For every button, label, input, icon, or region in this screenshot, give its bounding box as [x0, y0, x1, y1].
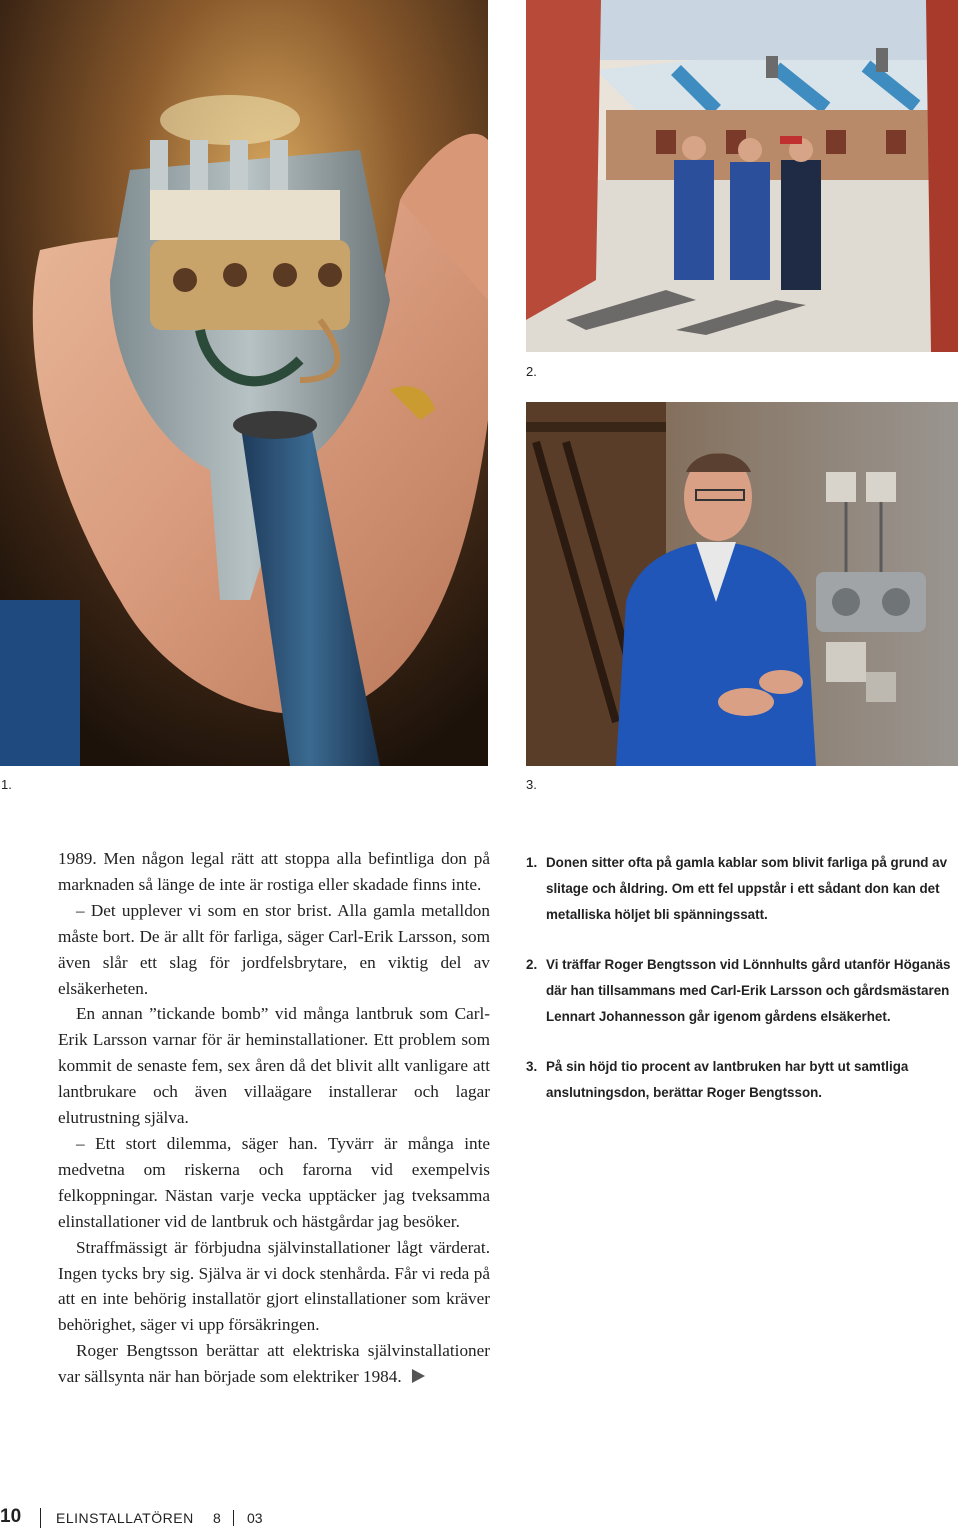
- photo-farm-yard: [526, 0, 958, 352]
- body-paragraph: 1989. Men någon legal rätt att stoppa alla befintliga don på marknaden så länge de inte är rostiga eller skadade finns inte.: [58, 849, 490, 894]
- caption-number: 3.: [526, 1059, 538, 1074]
- caption-number: 1.: [526, 855, 538, 870]
- end-of-article-triangle-icon: [412, 1369, 425, 1383]
- photo-metal-plug: [0, 0, 488, 766]
- figure-number-3: 3.: [526, 777, 537, 792]
- body-paragraph: Straffmässigt är förbjudna självinstallationer lågt värderat. Ingen tycks bry sig. Själva är vi dock stenhårda. Får vi reda på att en inte behörig installatör gjort elinstallationer som kräver behörighet, säger vi upp försäkringen.: [58, 1237, 490, 1335]
- article-body: [58, 846, 490, 1390]
- caption-text: Vi träffar Roger Bengtsson vid Lönnhults gård utanför Höganäs där han tillsammans med Carl-Erik Larsson och gårdsmästaren Lennart Johannesson går igenom gårdens elsäkerhet.: [546, 957, 951, 1024]
- magazine-name: ELINSTALLATÖREN: [56, 1510, 194, 1526]
- caption-number: 2.: [526, 957, 538, 972]
- caption-1: [526, 850, 958, 928]
- caption-3: [526, 1054, 958, 1106]
- issue-number: 8: [213, 1510, 221, 1526]
- body-paragraph-text: Roger Bengtsson berättar att elektriska självinstallationer var sällsynta när han började som elektriker 1984.: [58, 1341, 490, 1387]
- figure-number-2: 2.: [526, 364, 537, 379]
- photo-electrician: [526, 402, 958, 766]
- body-paragraph-last: [58, 1338, 490, 1390]
- figure-number-1: 1.: [1, 777, 12, 792]
- caption-text: Donen sitter ofta på gamla kablar som blivit farliga på grund av slitage och åldring. Om ett fel uppstår i ett sådant don kan det metalliska höljet bli spänningssatt.: [546, 855, 948, 922]
- issue-year: 03: [247, 1510, 263, 1526]
- page-footer: [0, 1506, 960, 1530]
- footer-divider: [40, 1508, 41, 1528]
- caption-2: [526, 952, 958, 1030]
- issue-separator: [233, 1510, 234, 1526]
- body-paragraph: – Det upplever vi som en stor brist. Alla gamla metalldon måste bort. De är allt för farliga, säger Carl-Erik Larsson, som även slår ett slag för jordfelsbrytare, en viktig del av elsäkerheten.: [58, 900, 490, 998]
- body-paragraph: – Ett stort dilemma, säger han. Tyvärr är många inte medvetna om riskerna och farorna vid exempelvis felkoppningar. Nästan varje vecka upptäcker jag tveksamma elinstallationer vid de lantbruk och hästgårdar jag besöker.: [58, 1133, 490, 1231]
- page-number: 10: [0, 1506, 22, 1527]
- photo-captions: [526, 850, 958, 1130]
- body-paragraph: En annan ”tickande bomb” vid många lantbruk som Carl-Erik Larsson varnar för är heminstallationer. Ett problem som kommit de senaste fem, sex åren då det blivit allt vanligare att lantbrukare och även villaägare installerar och lagar elutrustning själva.: [58, 1004, 490, 1128]
- caption-text: På sin höjd tio procent av lantbruken har bytt ut samtliga anslutningsdon, berättar Roger Bengtsson.: [546, 1059, 909, 1100]
